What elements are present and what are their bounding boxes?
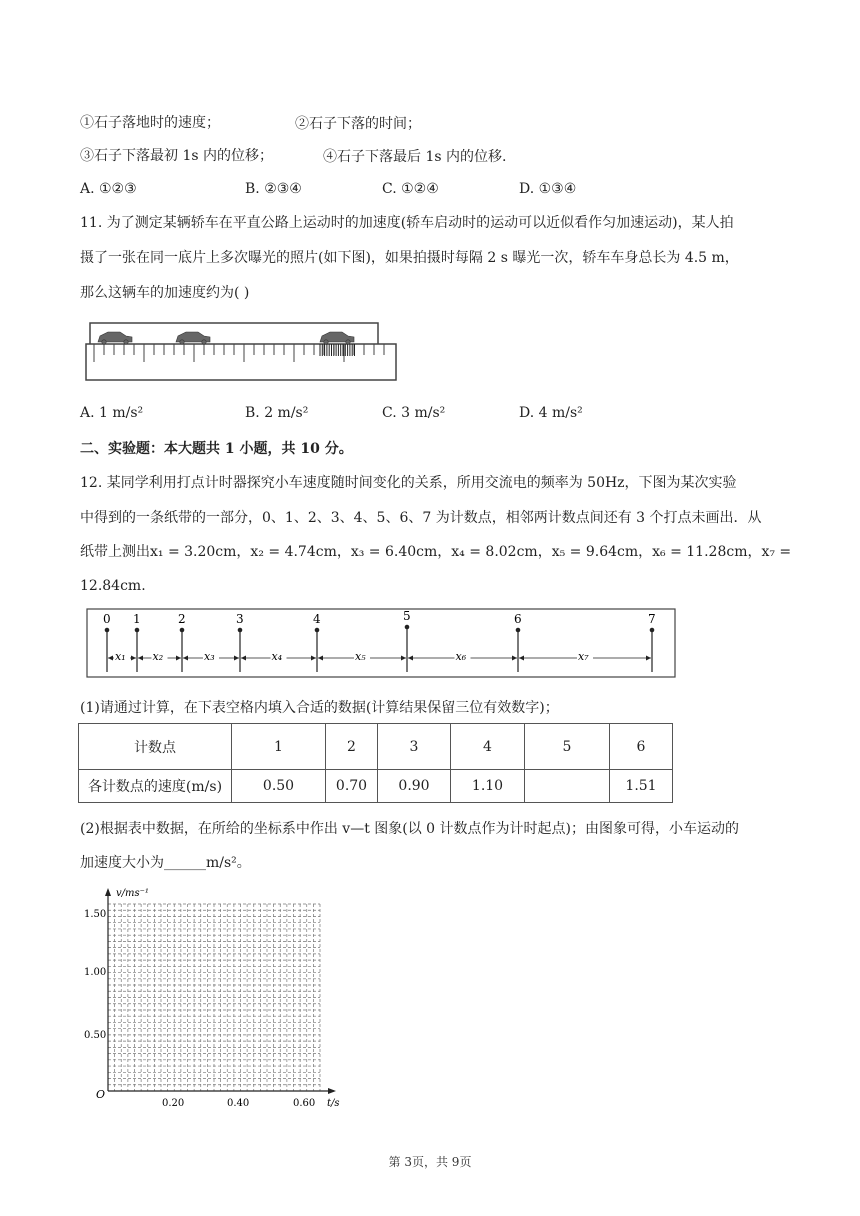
q11-option-c: C. 3 m/s²: [382, 405, 446, 421]
tape-segment-label: x₆: [455, 650, 467, 663]
paper-tape-figure: [87, 609, 677, 679]
q12-line-2: 中得到的一条纸带的一部分，0、1、2、3、4、5、6、7 为计数点，相邻两计数点间还有 3 个打点未画出．从: [80, 510, 762, 526]
car-ruler-figure: [80, 318, 400, 384]
q10-item-1: ①石子落地时的速度；: [80, 115, 220, 131]
graph-y-tick: 1.50: [84, 909, 107, 920]
q11-option-d: D. 4 m/s²: [519, 405, 583, 421]
q12-part-1: (1)请通过计算，在下表空格内填入合适的数据(计算结果保留三位有效数字)；: [80, 700, 559, 716]
q11-line-3: 那么这辆车的加速度约为( ): [80, 285, 250, 301]
tape-point-label: 7: [648, 612, 656, 626]
q12-line-1: 12. 某同学利用打点计时器探究小车速度随时间变化的关系，所用交流电的频率为 50Hz，下图为某次实验: [80, 475, 737, 491]
table-header-row: [79, 724, 673, 770]
answer-blank-cell[interactable]: [525, 770, 610, 803]
table-header-label: 计数点: [79, 724, 232, 770]
q10-option-d: D. ①③④: [519, 181, 577, 197]
graph-origin-label: O: [96, 1088, 106, 1101]
vt-graph: [76, 884, 356, 1109]
graph-y-label: v/ms⁻¹: [116, 888, 149, 899]
tape-point-label: 3: [236, 612, 244, 626]
tape-point-label: 2: [178, 612, 186, 626]
q11-line-2: 摄了一张在同一底片上多次曝光的照片(如下图)，如果拍摄时每隔 2 s 曝光一次，轿车车身总长为 4.5 m，: [80, 250, 739, 266]
table-header-cell: 4: [451, 724, 525, 770]
q10-item-3: ③石子下落最初 1s 内的位移；: [80, 148, 273, 164]
q11-line-1: 11. 为了测定某辆轿车在平直公路上运动时的加速度(轿车启动时的运动可以近似看作匀加速运动)，某人拍: [80, 215, 734, 231]
tape-segment-label: x₂: [152, 650, 164, 663]
tape-segment-label: x₃: [204, 650, 215, 663]
q11-option-b: B. 2 m/s²: [245, 405, 309, 421]
tape-point-label: 4: [313, 612, 321, 626]
table-cell: 1.51: [610, 770, 673, 803]
graph-y-tick: 1.00: [84, 967, 107, 978]
table-row-label: 各计数点的速度(m/s): [79, 770, 232, 803]
graph-x-tick: 0.20: [162, 1098, 185, 1109]
q11-option-a: A. 1 m/s²: [80, 405, 144, 421]
q12-part-2-line-1: (2)根据表中数据，在所给的坐标系中作出 v—t 图象(以 0 计数点作为计时起点)；由图象可得，小车运动的: [80, 821, 739, 837]
table-header-cell: 1: [232, 724, 326, 770]
q10-option-c: C. ①②④: [382, 181, 439, 197]
table-row: [79, 770, 673, 803]
table-header-cell: 3: [378, 724, 451, 770]
table-cell: 0.70: [326, 770, 378, 803]
table-header-cell: 6: [610, 724, 673, 770]
q12-line-3: 纸带上测出x₁ = 3.20cm，x₂ = 4.74cm，x₃ = 6.40cm，x₄ = 8.02cm，x₅ = 9.64cm，x₆ = 11.28cm，x₇ =: [80, 544, 792, 560]
graph-x-label: t/s: [327, 1098, 340, 1109]
graph-y-tick: 0.50: [84, 1030, 107, 1041]
table-cell: 0.50: [232, 770, 326, 803]
tape-segment-label: x₅: [355, 650, 366, 663]
tape-point-label: 0: [103, 612, 111, 626]
q12-line-4: 12.84cm.: [80, 578, 146, 594]
section-heading: 二、实验题：本大题共 1 小题，共 10 分。: [80, 441, 353, 457]
tape-segment-label: x₇: [578, 650, 589, 663]
tape-segment-label: x₁: [115, 650, 126, 663]
tape-segment-label: x₄: [271, 650, 283, 663]
q10-option-b: B. ②③④: [245, 181, 302, 197]
table-header-cell: 2: [326, 724, 378, 770]
page-footer: 第 3页，共 9页: [388, 1155, 472, 1169]
q10-item-2: ②石子下落的时间；: [295, 116, 421, 132]
tape-point-label: 5: [403, 609, 411, 623]
q12-part-2-line-2: 加速度大小为______m/s²。: [80, 855, 251, 871]
table-cell: 0.90: [378, 770, 451, 803]
tape-point-label: 6: [514, 612, 522, 626]
table-cell: 1.10: [451, 770, 525, 803]
velocity-table: [78, 723, 673, 803]
tape-point-label: 1: [133, 612, 141, 626]
q10-item-4: ④石子下落最后 1s 内的位移.: [323, 149, 507, 165]
q10-option-a: A. ①②③: [80, 181, 137, 197]
table-header-cell: 5: [525, 724, 610, 770]
graph-x-tick: 0.40: [227, 1098, 250, 1109]
graph-x-tick: 0.60: [293, 1098, 316, 1109]
